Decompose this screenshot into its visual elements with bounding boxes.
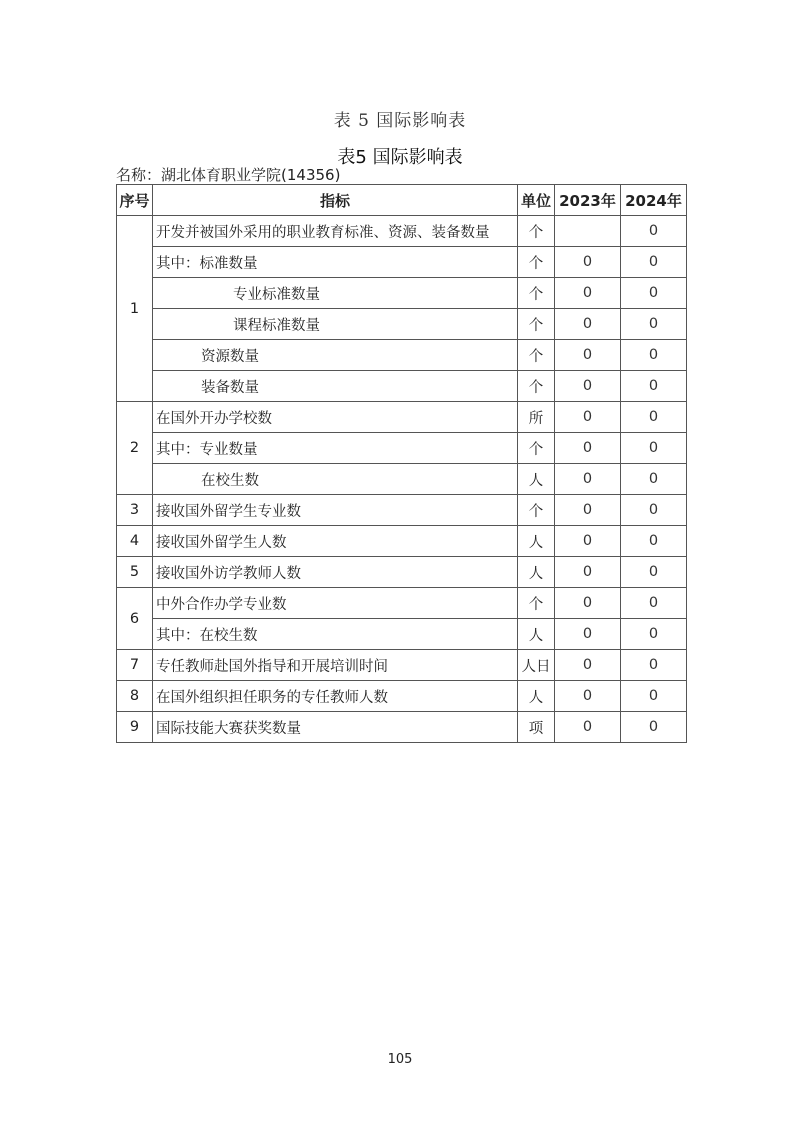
unit-cell: 人 (518, 526, 555, 557)
value-2024-cell: 0 (621, 712, 687, 743)
indicator-cell: 其中：在校生数 (153, 619, 518, 650)
value-2024-cell: 0 (621, 681, 687, 712)
indicator-cell: 在校生数 (153, 464, 518, 495)
value-2024-cell: 0 (621, 402, 687, 433)
unit-cell: 个 (518, 340, 555, 371)
unit-cell: 所 (518, 402, 555, 433)
value-2023-cell: 0 (555, 650, 621, 681)
table-row (117, 712, 687, 743)
value-2023-cell: 0 (555, 247, 621, 278)
table-row (117, 371, 687, 402)
indicator-cell: 课程标准数量 (153, 309, 518, 340)
value-2023-cell: 0 (555, 433, 621, 464)
value-2023-cell: 0 (555, 495, 621, 526)
indicator-cell: 专业标准数量 (153, 278, 518, 309)
indicator-cell: 装备数量 (153, 371, 518, 402)
table-header-row (117, 185, 687, 216)
value-2024-cell: 0 (621, 371, 687, 402)
header-2023: 2023年 (555, 185, 621, 216)
unit-cell: 人日 (518, 650, 555, 681)
table-row (117, 526, 687, 557)
value-2023-cell: 0 (555, 526, 621, 557)
value-2023-cell: 0 (555, 371, 621, 402)
indicator-cell: 专任教师赴国外指导和开展培训时间 (153, 650, 518, 681)
value-2024-cell: 0 (621, 433, 687, 464)
table-row (117, 588, 687, 619)
unit-cell: 个 (518, 371, 555, 402)
table-row (117, 495, 687, 526)
value-2024-cell: 0 (621, 650, 687, 681)
seq-cell: 8 (117, 681, 153, 712)
seq-cell: 4 (117, 526, 153, 557)
unit-cell: 个 (518, 309, 555, 340)
table-row (117, 309, 687, 340)
seq-cell: 7 (117, 650, 153, 681)
value-2023-cell: 0 (555, 588, 621, 619)
header-2024: 2024年 (621, 185, 687, 216)
value-2024-cell: 0 (621, 216, 687, 247)
unit-cell: 个 (518, 588, 555, 619)
page-number: 105 (387, 1052, 413, 1067)
unit-cell: 个 (518, 278, 555, 309)
indicator-cell: 在国外组织担任职务的专任教师人数 (153, 681, 518, 712)
unit-cell: 个 (518, 247, 555, 278)
table-row (117, 278, 687, 309)
value-2023-cell: 0 (555, 278, 621, 309)
value-2024-cell: 0 (621, 557, 687, 588)
international-influence-table (116, 184, 687, 743)
unit-cell: 项 (518, 712, 555, 743)
institution-name: 名称：湖北体育职业学院(14356) (116, 166, 341, 184)
header-unit: 单位 (518, 185, 555, 216)
table-row (117, 247, 687, 278)
indicator-cell: 开发并被国外采用的职业教育标准、资源、装备数量 (153, 216, 518, 247)
value-2024-cell: 0 (621, 495, 687, 526)
indicator-cell: 国际技能大赛获奖数量 (153, 712, 518, 743)
seq-cell: 3 (117, 495, 153, 526)
seq-cell: 9 (117, 712, 153, 743)
table-title: 表5 国际影响表 (337, 147, 463, 168)
seq-cell: 5 (117, 557, 153, 588)
value-2024-cell: 0 (621, 526, 687, 557)
seq-cell: 2 (117, 402, 153, 495)
value-2023-cell: 0 (555, 712, 621, 743)
seq-cell: 1 (117, 216, 153, 402)
value-2023-cell: 0 (555, 681, 621, 712)
table-row (117, 402, 687, 433)
value-2024-cell: 0 (621, 464, 687, 495)
indicator-cell: 中外合作办学专业数 (153, 588, 518, 619)
unit-cell: 人 (518, 464, 555, 495)
table-row (117, 340, 687, 371)
value-2024-cell: 0 (621, 619, 687, 650)
table-row (117, 216, 687, 247)
table-row (117, 619, 687, 650)
indicator-cell: 其中：专业数量 (153, 433, 518, 464)
value-2024-cell: 0 (621, 278, 687, 309)
caption-small: 表 5 国际影响表 (333, 111, 467, 131)
unit-cell: 个 (518, 216, 555, 247)
value-2024-cell: 0 (621, 588, 687, 619)
value-2024-cell: 0 (621, 309, 687, 340)
value-2023-cell: 0 (555, 340, 621, 371)
value-2024-cell: 0 (621, 340, 687, 371)
header-seq: 序号 (117, 185, 153, 216)
unit-cell: 个 (518, 433, 555, 464)
indicator-cell: 资源数量 (153, 340, 518, 371)
value-2023-cell: 0 (555, 464, 621, 495)
indicator-cell: 其中：标准数量 (153, 247, 518, 278)
value-2023-cell: 0 (555, 402, 621, 433)
value-2023-cell: 0 (555, 309, 621, 340)
table-row (117, 557, 687, 588)
value-2023-cell: 0 (555, 619, 621, 650)
table-row (117, 433, 687, 464)
indicator-cell: 接收国外留学生人数 (153, 526, 518, 557)
value-2023-cell: 0 (555, 557, 621, 588)
unit-cell: 个 (518, 495, 555, 526)
unit-cell: 人 (518, 557, 555, 588)
header-indicator: 指标 (153, 185, 518, 216)
unit-cell: 人 (518, 681, 555, 712)
indicator-cell: 在国外开办学校数 (153, 402, 518, 433)
value-2023-cell (555, 216, 621, 247)
unit-cell: 人 (518, 619, 555, 650)
seq-cell: 6 (117, 588, 153, 650)
table-row (117, 650, 687, 681)
indicator-cell: 接收国外留学生专业数 (153, 495, 518, 526)
indicator-cell: 接收国外访学教师人数 (153, 557, 518, 588)
value-2024-cell: 0 (621, 247, 687, 278)
table-row (117, 681, 687, 712)
table-row (117, 464, 687, 495)
